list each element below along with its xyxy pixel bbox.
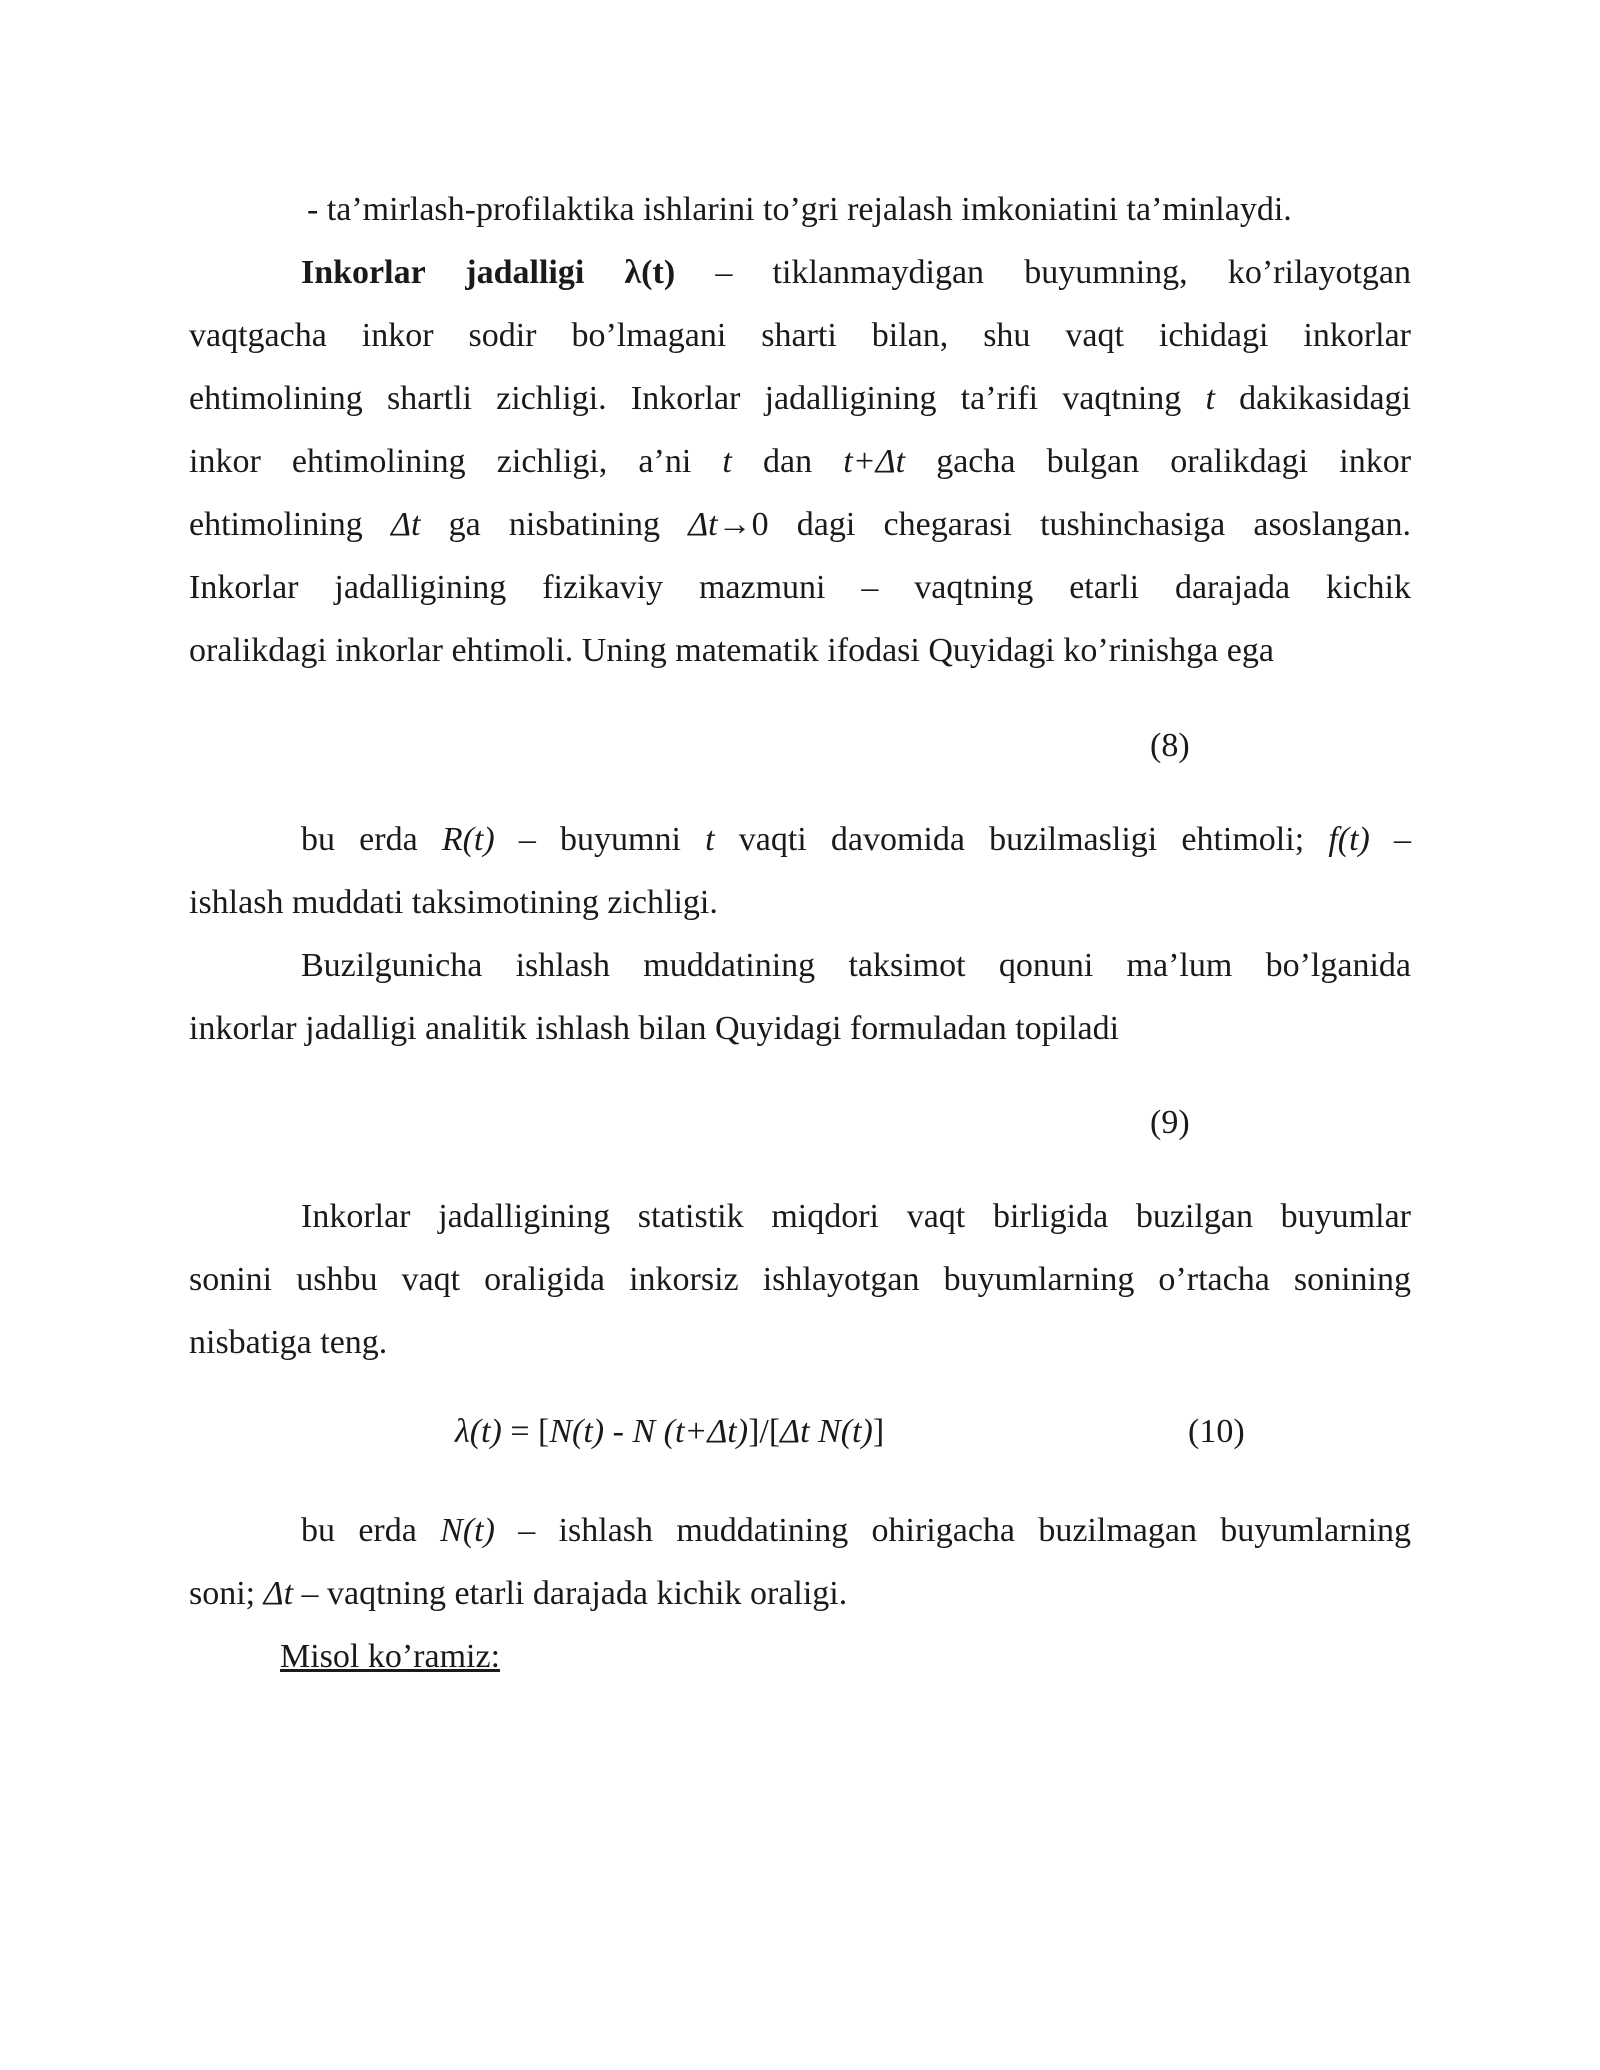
definition-text: vaqtgacha inkor sodir bo’lmagani sharti bilan, shu vaqt ichidagi inkorlar bbox=[189, 317, 1411, 354]
where-text: – vaqtning etarli darajada kichik oraligi. bbox=[301, 1575, 848, 1612]
formula-symbol: ] bbox=[872, 1413, 885, 1450]
definition-line-3 bbox=[189, 379, 1411, 419]
example-heading bbox=[280, 1637, 500, 1677]
formula-term: N (t+Δt) bbox=[632, 1413, 749, 1450]
definition-text: ehtimolining shartli zichligi. Inkorlar jadalligining ta’rifi vaqtning bbox=[189, 380, 1182, 417]
variable-dt: Δt bbox=[390, 506, 421, 543]
definition-text: – tiklanmaydigan buyumning, ko’rilayotgan bbox=[715, 254, 1412, 291]
definition-text: dan bbox=[763, 443, 813, 480]
definition-text: ga nisbatining bbox=[448, 506, 660, 543]
definition-line-5 bbox=[189, 505, 1411, 545]
definition-text: Inkorlar jadalligining fizikaviy mazmuni – vaqtning etarli darajada kichik bbox=[189, 569, 1411, 606]
definition-text: →0 dagi chegarasi tushinchasiga asoslangan. bbox=[717, 506, 1412, 543]
definition-text: oralikdagi inkorlar ehtimoli. Uning matematik ifodasi Quyidagi ko’rinishga ega bbox=[189, 632, 1274, 669]
example-label: Misol ko’ramiz: bbox=[280, 1638, 501, 1675]
statistic-line-2 bbox=[189, 1260, 1411, 1300]
where-text: vaqti davomida buzilmasligi ehtimoli; bbox=[738, 821, 1305, 858]
definition-line-6 bbox=[189, 568, 1411, 608]
definition-line-4 bbox=[189, 442, 1411, 482]
where-text: – bbox=[1394, 821, 1412, 858]
formula-symbol: ]/[ bbox=[748, 1413, 781, 1450]
variable-R: R(t) bbox=[441, 821, 495, 858]
variable-t: t bbox=[705, 821, 715, 858]
formula-symbol: = [ bbox=[501, 1413, 550, 1450]
variable-dt: Δt bbox=[263, 1575, 294, 1612]
formula-lhs: λ(t) bbox=[455, 1413, 502, 1450]
where-text: bu erda bbox=[301, 1512, 417, 1549]
definition-line-1 bbox=[301, 253, 1411, 293]
definition-text: inkor ehtimolining zichligi, a’ni bbox=[189, 443, 692, 480]
variable-f: f(t) bbox=[1328, 821, 1370, 858]
statistic-text: sonini ushbu vaqt oraligida inkorsiz ishlayotgan buyumlarning o’rtacha sonining bbox=[189, 1261, 1411, 1298]
analytic-line-1 bbox=[301, 946, 1411, 986]
where-line-1 bbox=[301, 820, 1411, 860]
variable-t: t bbox=[722, 443, 732, 480]
variable-N: N(t) bbox=[440, 1512, 495, 1549]
statistic-line-1 bbox=[301, 1197, 1411, 1237]
statistic-text: Inkorlar jadalligining statistik miqdori vaqt birligida buzilgan buyumlar bbox=[301, 1198, 1411, 1235]
where-n-line-2 bbox=[189, 1574, 847, 1614]
variable-t: t bbox=[1205, 380, 1215, 417]
definition-term: Inkorlar jadalligi λ(t) bbox=[301, 254, 676, 291]
definition-text: dakikasidagi bbox=[1239, 380, 1411, 417]
variable-t-plus-dt: t+Δt bbox=[843, 443, 906, 480]
definition-line-2 bbox=[189, 316, 1411, 356]
statistic-line-3 bbox=[189, 1323, 387, 1363]
equation-number-10: (10) bbox=[1188, 1413, 1245, 1450]
formula-term: Δt N(t) bbox=[780, 1413, 873, 1450]
where-line-2 bbox=[189, 883, 718, 923]
formula-symbol: - bbox=[604, 1413, 633, 1450]
where-text: bu erda bbox=[301, 821, 418, 858]
where-text: soni; bbox=[189, 1575, 256, 1612]
definition-line-7 bbox=[189, 631, 1274, 671]
analytic-text: Buzilgunicha ishlash muddatining taksimot qonuni ma’lum bo’lganida bbox=[301, 947, 1411, 984]
analytic-line-2 bbox=[189, 1009, 1119, 1049]
definition-text: gacha bulgan oralikdagi inkor bbox=[936, 443, 1412, 480]
equation-10 bbox=[455, 1412, 884, 1452]
definition-text: ehtimolining bbox=[189, 506, 363, 543]
equation-number-9: (9) bbox=[1150, 1104, 1190, 1141]
where-text: ishlash muddati taksimotining zichligi. bbox=[189, 884, 718, 921]
bullet-text: - ta’mirlash-profilaktika ishlarini to’gri rejalash imkoniatini ta’minlaydi. bbox=[307, 191, 1292, 228]
bullet-line bbox=[307, 190, 1292, 230]
where-text: – buyumni bbox=[518, 821, 681, 858]
equation-number-8: (8) bbox=[1150, 727, 1190, 764]
analytic-text: inkorlar jadalligi analitik ishlash bilan Quyidagi formuladan topiladi bbox=[189, 1010, 1120, 1047]
where-n-line-1 bbox=[301, 1511, 1411, 1551]
statistic-text: nisbatiga teng. bbox=[189, 1324, 388, 1361]
variable-dt: Δt bbox=[688, 506, 718, 543]
formula-term: N(t) bbox=[549, 1413, 605, 1450]
where-text: – ishlash muddatining ohirigacha buzilmagan buyumlarning bbox=[518, 1512, 1412, 1549]
